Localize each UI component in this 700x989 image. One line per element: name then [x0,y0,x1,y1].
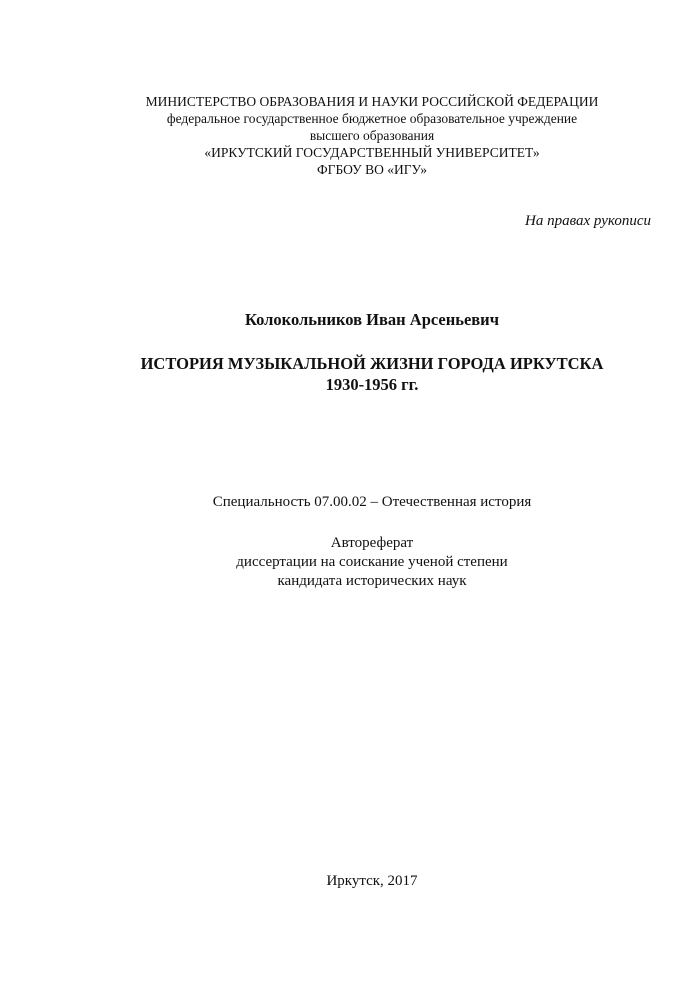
ministry-name: МИНИСТЕРСТВО ОБРАЗОВАНИЯ И НАУКИ РОССИЙСКОЙ ФЕДЕРАЦИИ [145,94,599,109]
author-name: Колокольников Иван Арсеньевич [244,310,499,329]
specialty: Специальность 07.00.02 – Отечественная история [212,494,532,510]
institution-type: федеральное государственное бюджетное образовательное учреждение [166,111,578,126]
rights-note: На правах рукописи [525,213,651,229]
title-line-1: ИСТОРИЯ МУЗЫКАЛЬНОЙ ЖИЗНИ ГОРОДА ИРКУТСКА [140,354,604,373]
university-abbreviation: ФГБОУ ВО «ИГУ» [317,162,427,177]
place-year: Иркутск, 2017 [326,873,418,889]
title-line-2: 1930-1956 гг. [325,375,419,394]
document-type-line-1: Автореферат [330,535,414,551]
document-type-line-3: кандидата исторических наук [277,573,467,589]
university-name: «ИРКУТСКИЙ ГОСУДАРСТВЕННЫЙ УНИВЕРСИТЕТ» [204,145,540,160]
education-level: высшего образования [309,128,435,143]
document-type-line-2: диссертации на соискание ученой степени [236,554,508,570]
